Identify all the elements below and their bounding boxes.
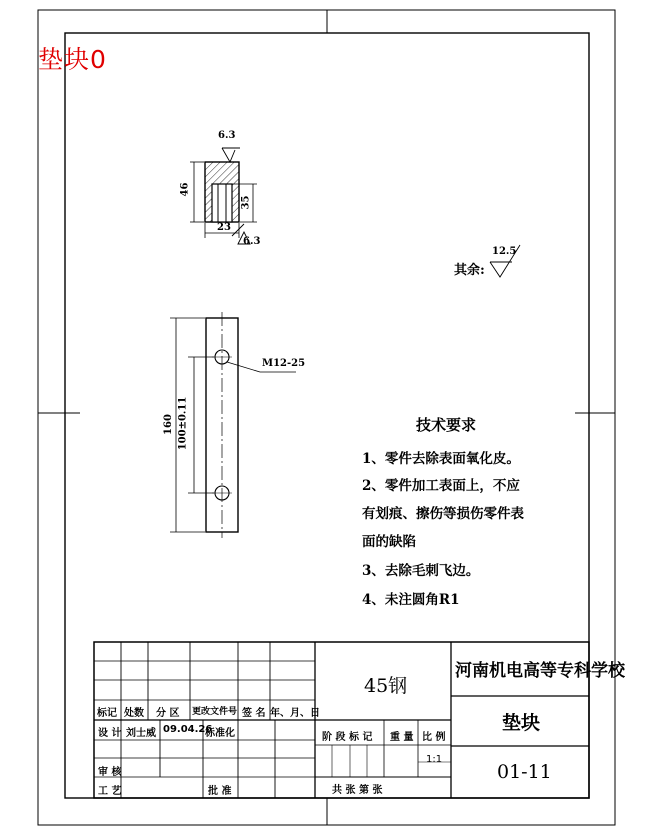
dim-height-46: 46 [179, 182, 191, 197]
dim-slot-35: 35 [240, 195, 252, 210]
requirement-line: 1、零件去除表面氧化皮。 [362, 451, 520, 467]
scale-value: 1:1 [426, 754, 443, 765]
rest-label: 其余: [454, 263, 485, 278]
col-date: 年、月、日 [270, 708, 320, 719]
dim-hole-spacing: 100±0.11 [177, 396, 189, 451]
col-count: 处数 [124, 708, 144, 719]
requirement-line: 有划痕、擦伤等损伤零件表 [362, 506, 524, 522]
top-view [170, 312, 296, 538]
overlay-title: 垫块0 [38, 45, 107, 74]
designer-name: 刘士威 [126, 728, 156, 739]
weight-label: 重 量 [390, 732, 414, 743]
roughness-top-label: 6.3 [218, 130, 236, 141]
design-date: 09.04.26 [163, 724, 213, 735]
process-label: 工 艺 [98, 786, 122, 797]
inner-frame [65, 33, 589, 798]
centering-marks [38, 10, 615, 825]
thread-callout: M12-25 [262, 358, 306, 369]
drawing-number: 01-11 [497, 761, 552, 783]
material-label: 45钢 [364, 675, 408, 697]
col-mark: 标记 [97, 708, 117, 719]
col-change-doc: 更改文件号 [192, 707, 238, 717]
requirements-heading: 技术要求 [416, 416, 477, 434]
standardization-label: 标准化 [205, 728, 235, 739]
requirement-line: 面的缺陷 [362, 534, 416, 550]
design-label: 设 计 [98, 728, 122, 739]
col-sign: 签 名 [242, 708, 266, 719]
dim-width-23: 23 [217, 222, 231, 233]
approve-label: 批 准 [208, 786, 232, 797]
stage-mark-label: 阶 段 标 记 [322, 732, 373, 743]
requirement-line: 2、零件加工表面上，不应 [362, 478, 520, 494]
ratio-label: 比 例 [422, 732, 446, 743]
sheets-label: 共 张 第 张 [332, 785, 383, 796]
col-zone: 分 区 [156, 708, 180, 719]
review-label: 审 核 [98, 767, 122, 778]
school-name: 河南机电高等专科学校 [455, 661, 625, 681]
part-name: 垫块 [502, 712, 541, 734]
outer-frame [38, 10, 615, 825]
rest-roughness-value: 12.5 [492, 246, 517, 257]
requirement-line: 4、未注圆角R1 [362, 592, 460, 608]
requirement-line: 3、去除毛刺飞边。 [362, 563, 480, 579]
roughness-bottom-label: 6.3 [243, 236, 261, 247]
dim-length-160: 160 [162, 414, 174, 435]
